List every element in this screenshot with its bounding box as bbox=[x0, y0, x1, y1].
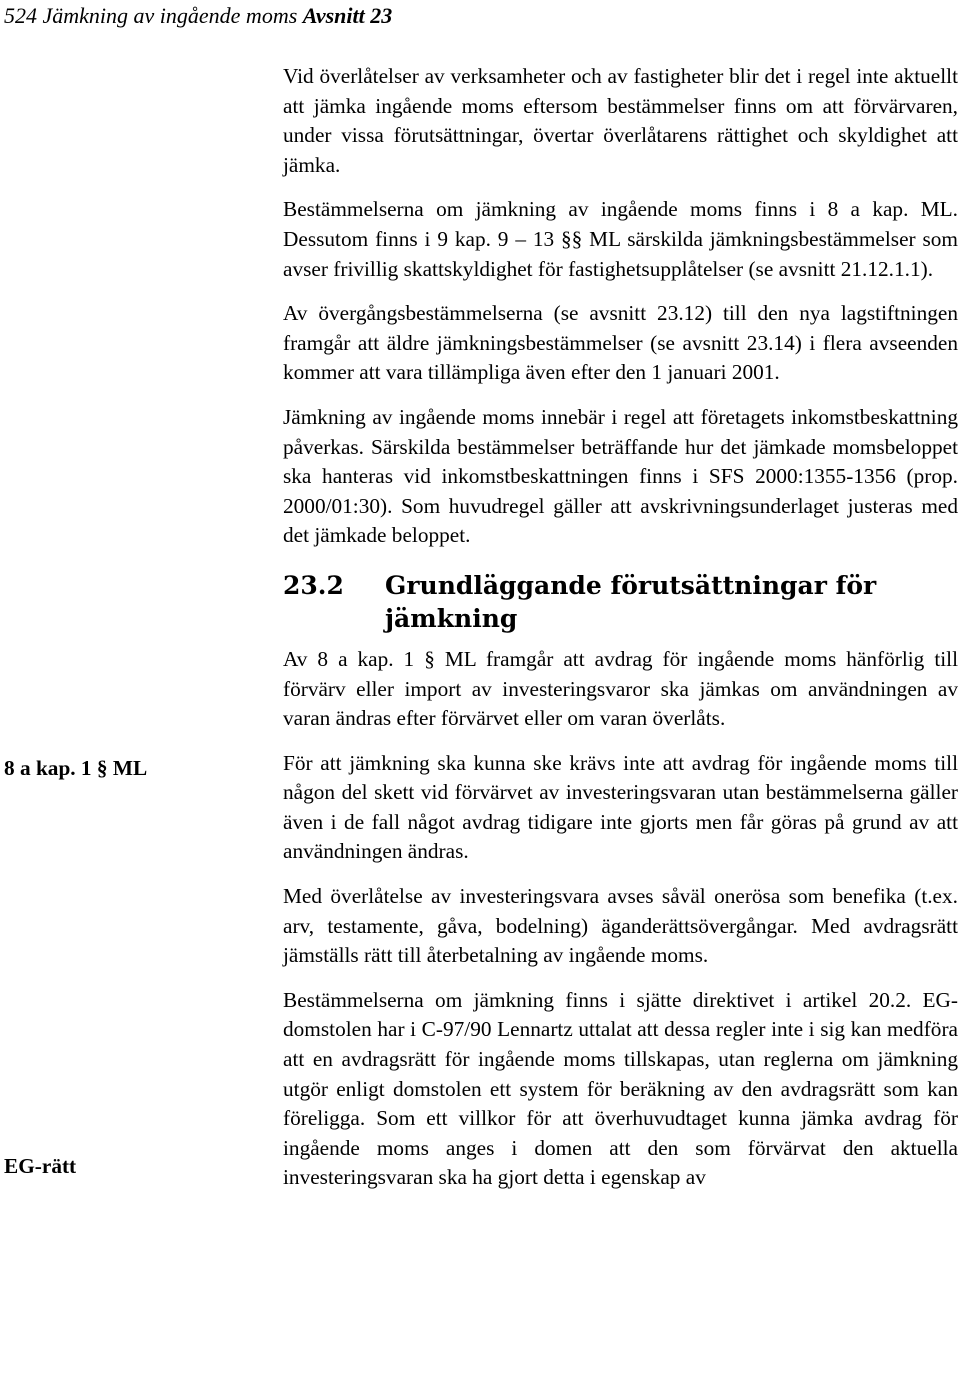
paragraph: Bestämmelserna om jämkning av ingående moms finns i 8 a kap. ML. Dessutom finns i 9 kap. 9 – 13 §§ ML särskilda jämkningsbestämmelser som avser frivillig skattskyldighet för fastighetsupplåtelser (se avsnitt 21.12.1.1). bbox=[283, 197, 958, 281]
running-header bbox=[4, 2, 392, 30]
page-number: 524 bbox=[4, 3, 37, 28]
paragraph: Av 8 a kap. 1 § ML framgår att avdrag för ingående moms hänförlig till förvärv eller import av investeringsvaror ska jämkas om användningen av varan ändras efter förvärvet eller om varan överlåts. bbox=[283, 646, 958, 731]
section-label: Avsnitt 23 bbox=[302, 3, 393, 28]
paragraph: Vid överlåtelser av verksamheter och av fastigheter blir det i regel inte aktuellt att jämka ingående moms eftersom bestämmelser finns om att förvärvaren, under vissa förutsättningar, övertar överlåtarens rättighet och skyldighet att jämka. bbox=[283, 64, 958, 177]
paragraph: Jämkning av ingående moms innebär i regel att företagets inkomstbeskattning påverkas. Särskilda bestämmelser beträffande hur det jämkade momsbeloppet ska hanteras vid inkomstbeskattningen finns i SFS 2000:1355-1356 (prop. 2000/01:30). Som huvudregel gäller att avskrivningsunderlaget justeras med det jämkade beloppet. bbox=[283, 404, 958, 548]
section-heading-number: 23.2 bbox=[283, 570, 344, 600]
paragraph: Med överlåtelse av investeringsvara avses såväl onerösa som benefika (t.ex. arv, testamente, gåva, bodelning) äganderättsövergångar. Med avdragsrätt jämställs rätt till återbetalning av ingående moms. bbox=[283, 884, 958, 968]
margin-note-eu-law: EG-rätt bbox=[4, 1154, 77, 1178]
section-heading bbox=[283, 569, 958, 635]
paragraph: Av övergångsbestämmelserna (se avsnitt 23.12) till den nya lagstiftningen framgår att äldre jämkningsbestämmelser (se avsnitt 23.14) i flera avseenden kommer att vara tillämpliga även efter den 1 januari 2001. bbox=[283, 301, 958, 385]
margin-note-legal-reference: 8 a kap. 1 § ML bbox=[4, 756, 148, 780]
paragraph: Bestämmelserna om jämkning finns i sjätte direktivet i artikel 20.2. EG-domstolen har i C-97/90 Lennartz uttalat att dessa regler inte i sig kan medföra att en avdragsrätt för ingående moms tillskapas, utan reglerna om jämkning utgör enligt domstolen ett system för beräkning av den avdragsrätt som kan föreligga. Som ett villkor för att överhuvudtaget kunna jämka avdrag för ingående moms anges i domen att den som förvärvat den aktuella investeringsvaran ska ha gjort detta i egenskap av bbox=[283, 987, 958, 1190]
main-text-column bbox=[283, 62, 958, 1208]
section-heading-title: Grundläggande förutsättningar för jämkning bbox=[385, 570, 877, 633]
paragraph: För att jämkning ska kunna ske krävs inte att avdrag för ingående moms till någon del skett vid förvärvet av investeringsvaran utan bestämmelserna gäller även i de fall något avdrag tidigare inte gjorts men får göras på grund av att användningen ändras. bbox=[283, 750, 958, 864]
chapter-title: Jämkning av ingående moms bbox=[42, 3, 298, 28]
